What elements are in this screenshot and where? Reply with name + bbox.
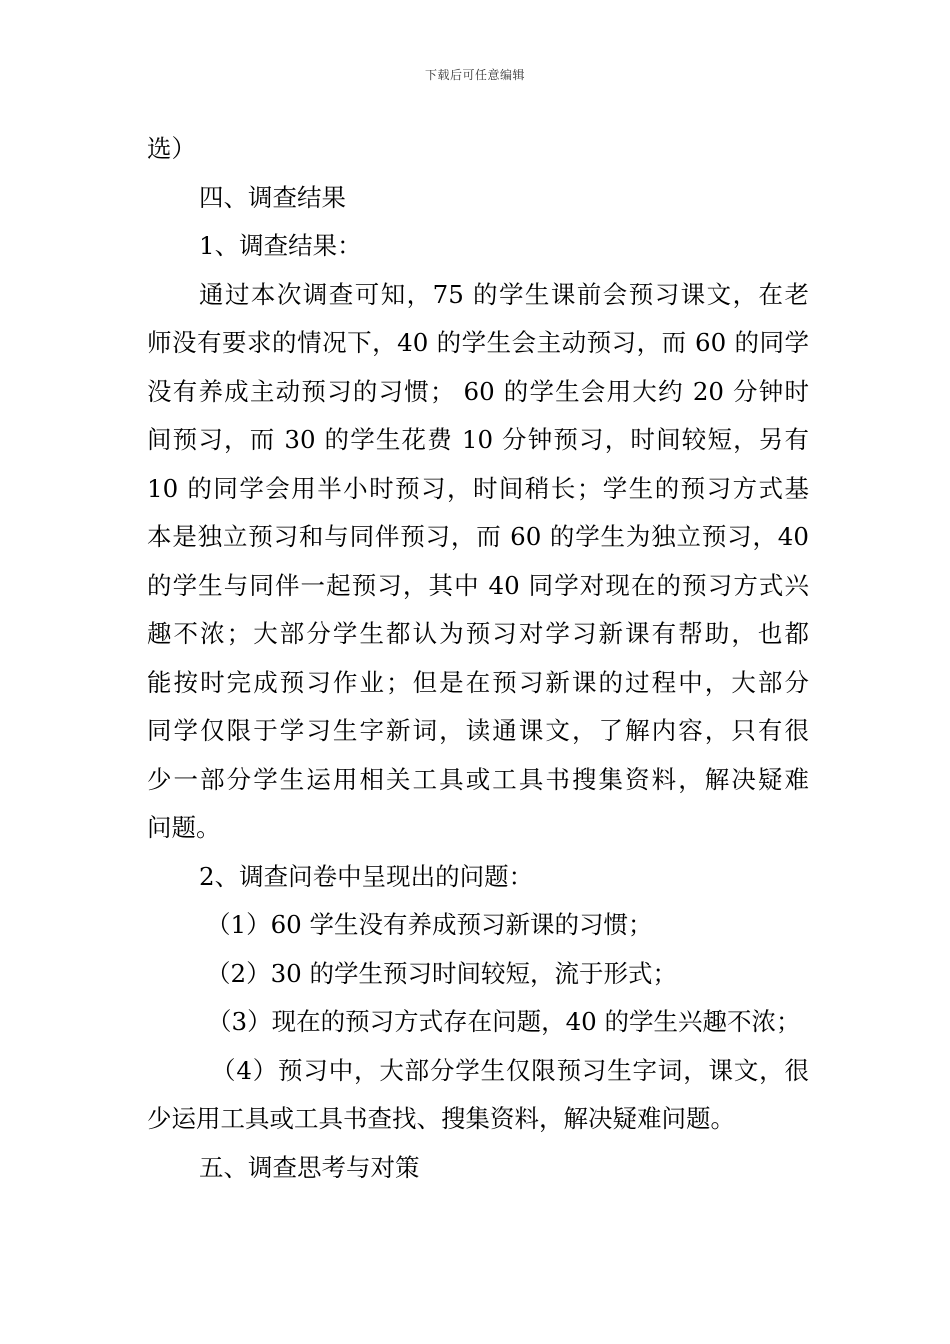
paragraph-line: 10 的同学会用半小时预习，时间稍长；学生的预习方式基: [147, 473, 809, 503]
paragraph-line: 问题。: [147, 813, 221, 842]
page-header-note: 下载后可任意编辑: [424, 68, 525, 82]
list-item: （1）60 学生没有养成预习新课的习惯；: [206, 910, 653, 939]
list-item: （3）现在的预习方式存在问题，40 的学生兴趣不浓；: [207, 1007, 801, 1036]
paragraph-line: 趣不浓；大部分学生都认为预习对学习新课有帮助，也都: [147, 619, 809, 648]
paragraph-line: 间预习，而 30 的学生花费 10 分钟预习，时间较短，另有: [147, 425, 809, 454]
section-heading: 五、调查思考与对策: [199, 1152, 420, 1182]
document-body: [147, 125, 809, 1192]
list-item-continuation: 少运用工具或工具书查找、搜集资料，解决疑难问题。: [147, 1104, 735, 1133]
paragraph-line: 的学生与同伴一起预习，其中 40 同学对现在的预习方式兴: [147, 570, 809, 600]
paragraph-line: 师没有要求的情况下，40 的学生会主动预习，而 60 的同学: [147, 328, 809, 357]
text-line: 选）: [147, 134, 196, 163]
paragraph-line: 少一部分学生运用相关工具或工具书搜集资料，解决疑难: [147, 764, 809, 794]
list-item: （2）30 的学生预习时间较短，流于形式；: [206, 958, 678, 988]
section-heading: 四、调查结果: [199, 182, 346, 212]
list-item: （4）预习中，大部分学生仅限预习生字词，课文，很: [211, 1055, 809, 1085]
paragraph-line: 没有养成主动预习的习惯； 60 的学生会用大约 20 分钟时: [147, 376, 809, 406]
subsection-heading: 1、调查结果：: [199, 231, 362, 260]
paragraph-line: 本是独立预习和与同伴预习，而 60 的学生为独立预习，40: [147, 522, 809, 551]
paragraph-line: 能按时完成预习作业；但是在预习新课的过程中，大部分: [147, 667, 809, 697]
subsection-heading: 2、调查问卷中呈现出的问题：: [199, 861, 534, 891]
paragraph-line: 通过本次调查可知，75 的学生课前会预习课文，在老: [199, 279, 809, 309]
paragraph-line: 同学仅限于学习生字新词，读通课文，了解内容，只有很: [147, 716, 809, 745]
